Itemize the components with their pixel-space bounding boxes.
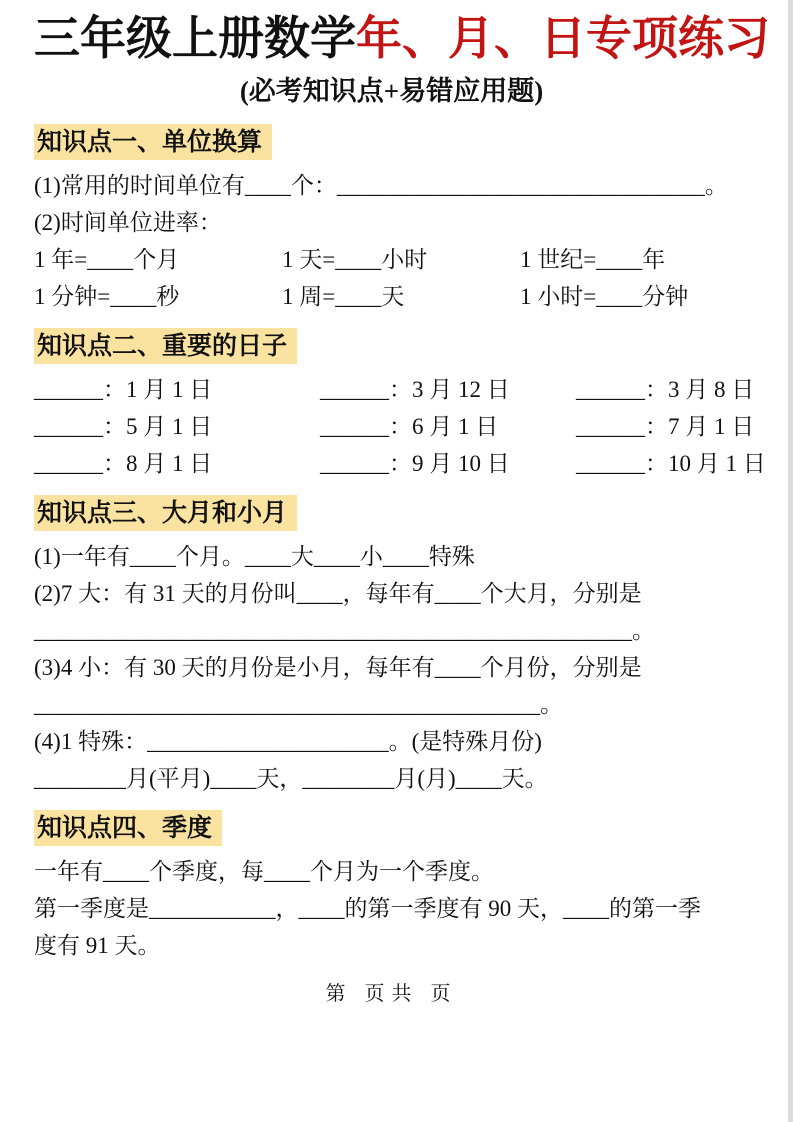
section-unit-conversion (34, 124, 749, 312)
worksheet-line: (2)时间单位进率： (34, 210, 222, 235)
page-right-edge (788, 0, 793, 1122)
worksheet-line: ____________________________________________。 (34, 692, 563, 717)
page-title-red: 年、月、日专项练习 (356, 12, 770, 64)
worksheet-line: (1)一年有____个月。____大____小____特殊 (34, 544, 475, 569)
grid-cell: 1 周=____天 (282, 284, 405, 309)
grid-cell: ______：5 月 1 日 (34, 414, 213, 439)
grid-cell: ______：6 月 1 日 (320, 414, 499, 439)
worksheet-line: (3)4 小：有 30 天的月份是小月，每年有____个月份，分别是 (34, 655, 642, 680)
grid-cell: ______：8 月 1 日 (34, 451, 213, 476)
section-heading-big-small-months: 知识点三、大月和小月 (34, 495, 297, 531)
page-subtitle: (必考知识点+易错应用题) (239, 76, 544, 106)
grid-cell: 1 分钟=____秒 (34, 284, 180, 309)
worksheet-grid-row (34, 375, 755, 405)
grid-cell: 1 天=____小时 (282, 247, 428, 272)
page-footer: 第 页共 页 (325, 983, 458, 1005)
page-title (34, 8, 770, 68)
worksheet-line: 度有 91 天。 (34, 933, 161, 958)
section-quarters (34, 810, 749, 961)
worksheet-grid-row (34, 282, 749, 312)
grid-cell: ______：7 月 1 日 (576, 414, 755, 439)
worksheet-grid-row (34, 449, 766, 479)
worksheet-line: (2)7 大：有 31 天的月份叫____，每年有____个大月，分别是 (34, 581, 642, 606)
worksheet-line: 一年有____个季度，每____个月为一个季度。 (34, 859, 494, 884)
worksheet-grid-row (34, 412, 755, 442)
section-heading-important-days: 知识点二、重要的日子 (34, 328, 297, 364)
worksheet-line: (4)1 特殊：_____________________。(是特殊月份) (34, 729, 542, 754)
grid-cell: ______：1 月 1 日 (34, 377, 213, 402)
worksheet-line: ________月(平月)____天，________月(月)____天。 (34, 766, 548, 791)
worksheet-line: 第一季度是___________，____的第一季度有 90 天，____的第一季 (34, 896, 701, 921)
grid-cell: 1 世纪=____年 (520, 247, 666, 272)
grid-cell: 1 年=____个月 (34, 247, 180, 272)
grid-cell: 1 小时=____分钟 (520, 284, 689, 309)
section-important-days (34, 328, 766, 479)
section-big-small-months (34, 495, 749, 794)
worksheet-body (34, 124, 766, 961)
grid-cell: ______：3 月 12 日 (320, 377, 510, 402)
page-title-black: 三年级上册数学 (34, 12, 356, 64)
grid-cell: ______：3 月 8 日 (576, 377, 755, 402)
worksheet-line: ____________________________________________________。 (34, 618, 655, 643)
grid-cell: ______：10 月 1 日 (576, 451, 766, 476)
section-heading-quarters: 知识点四、季度 (34, 810, 222, 846)
worksheet-line: (1)常用的时间单位有____个：________________________________。 (34, 173, 728, 198)
grid-cell: ______：9 月 10 日 (320, 451, 510, 476)
worksheet-grid-row (34, 245, 749, 275)
section-heading-unit-conversion: 知识点一、单位换算 (34, 124, 272, 160)
